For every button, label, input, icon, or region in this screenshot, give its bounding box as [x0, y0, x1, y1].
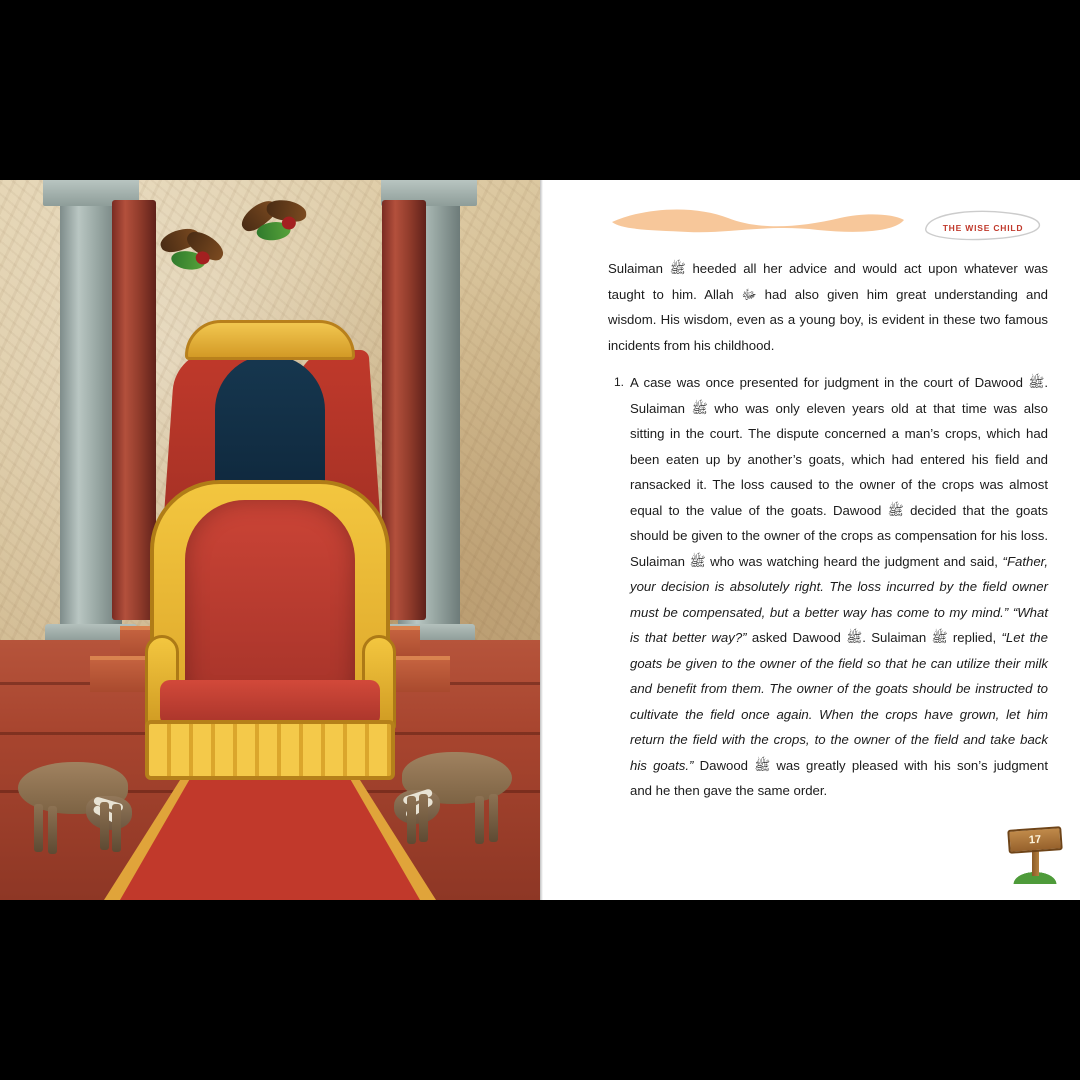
chapter-tag-label: THE WISE CHILD — [942, 223, 1024, 233]
header-swoosh-decoration — [608, 202, 908, 238]
goat-leg-3 — [100, 802, 109, 850]
goat-leg-3 — [419, 794, 428, 842]
signpost-post — [1032, 850, 1039, 876]
book-gutter — [540, 180, 543, 900]
item-1-part-3: Dawood ﷺ was greatly pleased with his son’s judgment and he then gave the same order. — [630, 757, 1048, 798]
goat-left — [8, 752, 148, 852]
bird-head — [281, 216, 296, 230]
goat-leg-1 — [34, 804, 43, 852]
bird-upper-left — [155, 227, 231, 282]
item-1-part-1: A case was once presented for judgment in the court of Dawood ﷺ. Sulaiman ﷺ who was only eleven years old at that time was also sitting in the court. The dispute concerned a man’s crops, which had been eaten up by another’s goats, which had entered his field and ransacked it. The loss caused to the owner of the crops was almost equal to the value of the goats. Dawood ﷺ decided that the goats should be given to the owner of the crops as compensation for his loss. Sulaiman ﷺ who was watching heard the judgment and said, — [630, 375, 1048, 569]
text-page — [540, 180, 1080, 900]
item-1-part-2: asked Dawood ﷺ. Sulaiman ﷺ replied, — [746, 630, 1002, 645]
numbered-item-1 — [608, 370, 1048, 804]
page-number-signpost — [1004, 824, 1066, 886]
goat-leg-2 — [48, 806, 57, 854]
item-1-quote-1: “Father, your decision is absolutely right. The loss incurred by the field owner must be compensated, but a better way has come to my mind.” “What is that better way?” — [630, 553, 1048, 645]
illustration-page — [0, 180, 540, 900]
page-number: 17 — [1028, 833, 1042, 847]
paragraph-1: Sulaiman ﷺ heeded all her advice and would act upon whatever was taught to him. Allah ﷻ had also given him great understanding and wisdom. His wisdom, even as a young boy, is evident in these two famous incidents from his childhood. — [608, 261, 1048, 353]
goat-leg-4 — [407, 796, 416, 844]
bird-upper-right — [238, 198, 312, 251]
body-text — [608, 256, 1048, 804]
item-1-quote-2: “Let the goats be given to the owner of the field so that he can utilize their milk and benefit from them. The owner of the goats should be instructed to cultivate the field once again. When the crops have grown, let him return the field with the crops, to the owner of the field and take back his goats.” — [630, 630, 1048, 773]
throne-canopy-crown — [185, 320, 355, 360]
numbered-item-1-text — [630, 370, 1048, 804]
goat-leg-1 — [489, 794, 498, 842]
numbered-item-1-number: 1. — [613, 375, 624, 389]
throne-base-skirt — [145, 720, 395, 780]
goat-right — [382, 742, 522, 842]
goat-leg-2 — [475, 796, 484, 844]
goat-leg-4 — [112, 804, 121, 852]
chapter-tag — [920, 208, 1046, 242]
throne-backrest — [185, 500, 355, 700]
